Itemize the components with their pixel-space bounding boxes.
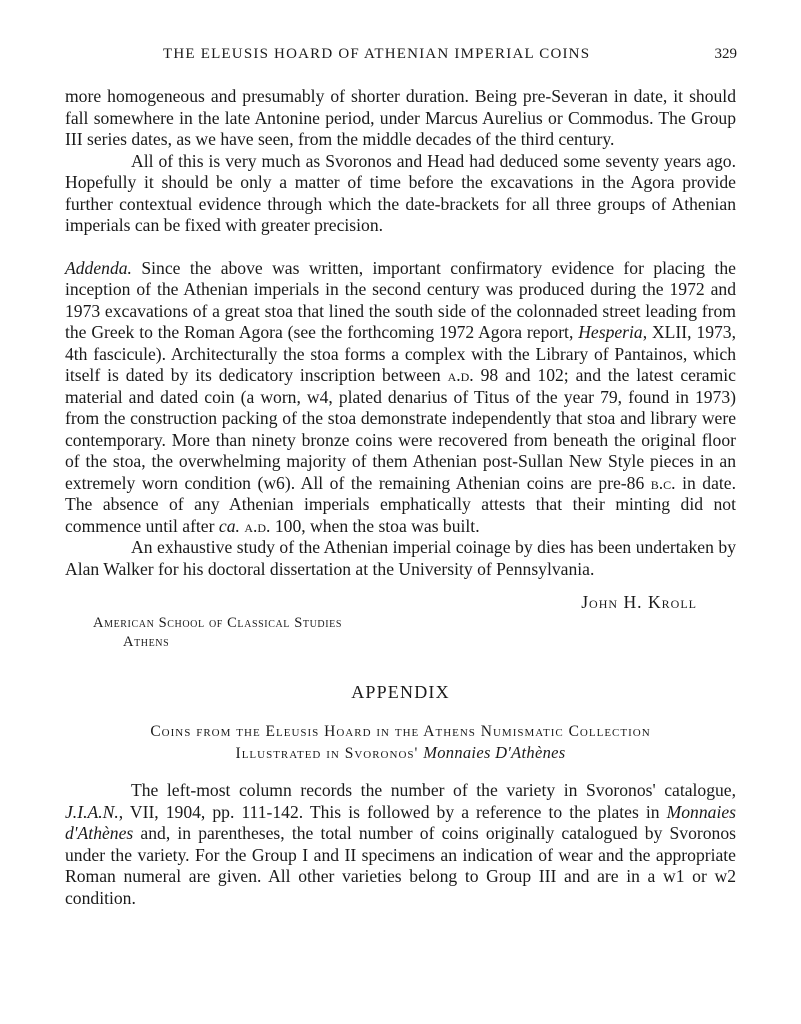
page-number: 329 <box>714 46 737 62</box>
running-head <box>0 46 801 70</box>
appendix-subheading <box>65 721 736 764</box>
journal-hesperia: Hesperia <box>578 322 643 342</box>
appendix-text-2: , VII, 1904, pp. 111-142. This is followed by a reference to the plates in <box>118 801 667 822</box>
appendix-text-3: and, in parentheses, the total number of coins originally catalogued by Svoronos under the variety. For the Group I and II specimens an indication of wear and the appropriate Roman numeral are given. All other varieties belong to Group III and are in a w1 or w2 condition. <box>65 823 736 908</box>
subheading-text: Illustrated in Svoronos' <box>235 745 424 762</box>
author-institution: American School of Classical Studies <box>93 614 343 631</box>
appendix-subheading-line-1: Coins from the Eleusis Hoard in the Athens Numismatic Collection <box>150 723 651 740</box>
paragraph-addenda <box>65 258 736 538</box>
paragraph-continuation: more homogeneous and presumably of shorter duration. Being pre-Severan in date, it should fall somewhere in the late Antonine period, under Marcus Aurelius or Commodus. The Group III series dates, as we have seen, from the middle decades of the third century. <box>65 86 736 149</box>
era-ad-2: a.d. <box>244 515 271 536</box>
era-bc: b.c. <box>650 472 676 493</box>
appendix-subheading-line-2 <box>65 742 736 764</box>
addenda-text-2: , XLII, 1973, 4th fascicule). Architecturally the stoa forms a complex with the Library of Pantainos, which itself is dated by its dedicatory inscription between <box>65 322 736 385</box>
appendix-heading: APPENDIX <box>351 681 450 702</box>
running-title: THE ELEUSIS HOARD OF ATHENIAN IMPERIAL COINS <box>163 46 591 62</box>
book-monnaies: Monnaies d'Athènes <box>65 801 736 843</box>
journal-jian: J.I.A.N. <box>65 801 119 822</box>
paragraph-svoronos-head: All of this is very much as Svoronos and Head had deduced some seventy years ago. Hopefully it should be only a matter of time before the excavations in the Agora provide further contextual evidence through which the date-brackets for all three groups of Athenian imperials can be fixed with greater precision. <box>65 150 736 235</box>
body-text <box>65 86 736 909</box>
addenda-label: Addenda. <box>65 257 132 278</box>
author-city: Athens <box>123 633 170 650</box>
appendix-text-1: The left-most column records the number of the variety in Svoronos' catalogue, <box>131 780 736 800</box>
addenda-text-3: 98 and 102; and the latest ceramic material and dated coin (a worn, w4, plated denarius of Titus of the year 79, found in 1973) from the construction packing of the stoa demonstrate independently that stoa and library were contemporary. More than ninety bronze coins were recovered from beneath the original floor of the stoa, the overwhelming majority of them Athenian post-Sullan New Style pieces in an extremely worn condition (w6). All of the remaining Athenian coins are pre-86 <box>65 365 736 493</box>
author-name: John H. Kroll <box>581 592 697 612</box>
paragraph-walker-study: An exhaustive study of the Athenian imperial coinage by dies has been undertaken by Alan Walker for his doctoral dissertation at the University of Pennsylvania. <box>65 537 736 579</box>
paragraph-appendix-intro <box>65 780 736 909</box>
addenda-text-4: in date. The absence of any Athenian imperials emphatically attests that their minting did not commence until after <box>65 472 736 536</box>
era-ad-1: a.d. <box>447 365 474 385</box>
addenda-text-1: Since the above was written, important confirmatory evidence for placing the inception of the Athenian imperials in the second century was produced during the 1972 and 1973 excavations of a great stoa that lined the south side of the colonnaded street leading from the Greek to the Roman Agora (see the forthcoming 1972 Agora report, <box>65 257 736 342</box>
subheading-book-title: Monnaies D'Athènes <box>423 743 566 762</box>
addenda-text-6: 100, when the stoa was built. <box>270 515 480 536</box>
circa: ca. <box>218 515 240 536</box>
